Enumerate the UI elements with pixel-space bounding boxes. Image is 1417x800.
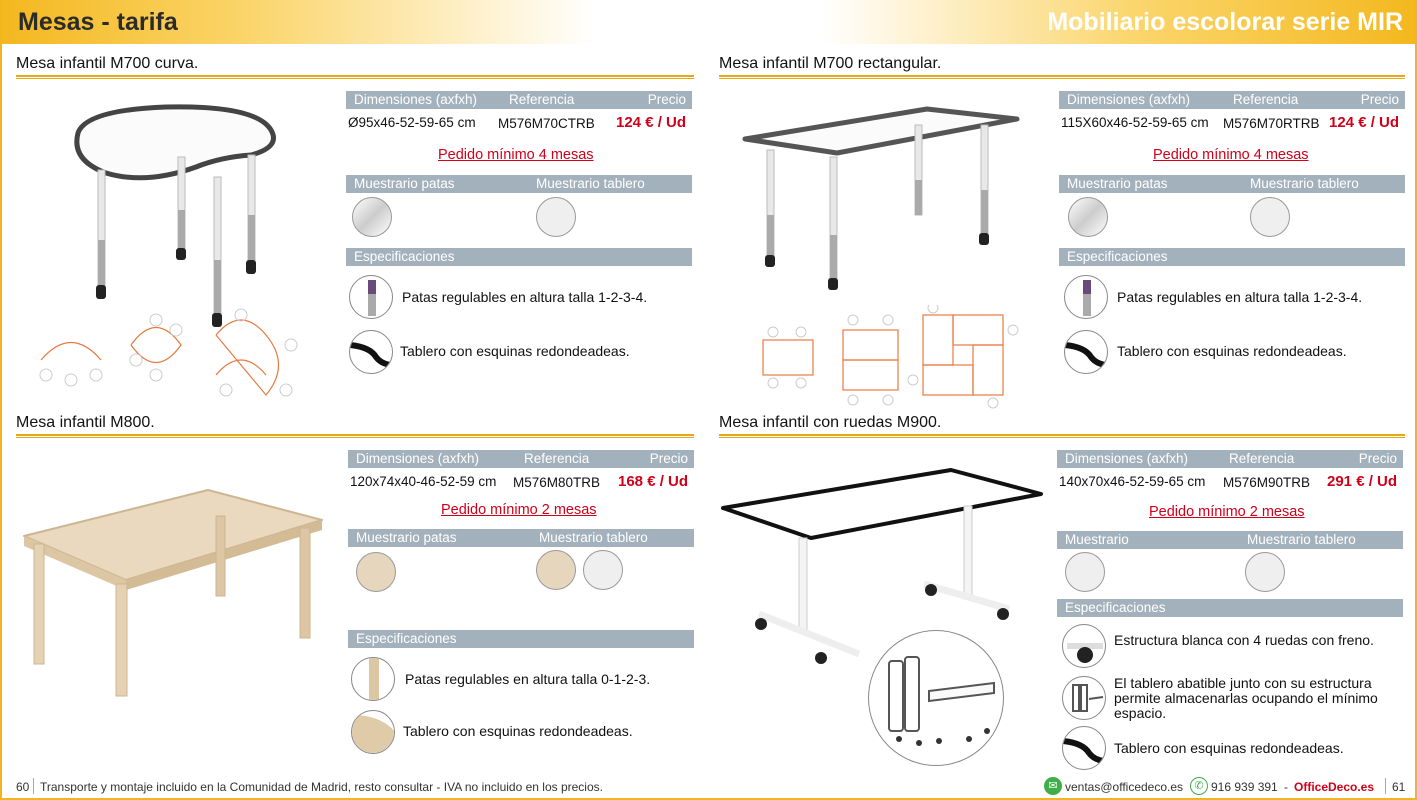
- table-m900-image: [719, 464, 1049, 674]
- specs-header: Especificaciones: [1057, 599, 1403, 617]
- phone-icon: ✆: [1190, 777, 1208, 795]
- reference-value: M576M70RTRB: [1223, 116, 1320, 131]
- spec-rounded-corners: Tablero con esquinas redondeadeas.: [1114, 740, 1344, 756]
- specs-header: Especificaciones: [346, 248, 692, 266]
- table-m700-rectangular-image: [737, 95, 1037, 295]
- spec-folding-storage: El tablero abatible junto con su estructura permite almacenarlas ocupando el mínimo espacio.: [1114, 675, 1378, 721]
- minimum-order-link[interactable]: Pedido mínimo 2 mesas: [1149, 504, 1305, 520]
- samples-header: Muestrario patas Muestrario tablero: [346, 175, 692, 193]
- adjustable-leg-icon: [349, 275, 393, 319]
- board-swatch-white[interactable]: [1245, 552, 1285, 592]
- wooden-leg-icon: [351, 657, 395, 701]
- leg-swatch-chrome[interactable]: [352, 197, 392, 237]
- footer-divider: [1385, 778, 1386, 794]
- email-link[interactable]: ventas@officedeco.es: [1065, 780, 1184, 794]
- layout-diagram-curva: [36, 305, 316, 405]
- page-footer: [2, 775, 1415, 798]
- page-header: [2, 0, 1415, 44]
- samples-header: Muestrario patas Muestrario tablero: [1059, 175, 1405, 193]
- product-m700-curva: [16, 55, 696, 405]
- board-swatch-white[interactable]: [583, 550, 623, 590]
- price-table-header: Dimensiones (axfxh) Referencia Precio: [348, 450, 694, 468]
- price-value: 291 € / Ud: [1327, 473, 1398, 490]
- specs-header: Especificaciones: [1059, 248, 1405, 266]
- product-m900: [719, 414, 1409, 769]
- adjustable-leg-icon: [1064, 275, 1108, 319]
- spec-rounded-corners: Tablero con esquinas redondeadeas.: [403, 723, 633, 739]
- spec-wheels: Estructura blanca con 4 ruedas con freno.: [1114, 632, 1374, 648]
- spec-rounded-corners: Tablero con esquinas redondeadeas.: [1117, 343, 1347, 359]
- email-icon: ✉: [1044, 777, 1062, 795]
- series-title: Mobiliario escolorar serie MIR: [1047, 8, 1403, 36]
- rounded-corner-icon: [1062, 726, 1106, 770]
- product-title: Mesa infantil M700 rectangular.: [719, 55, 942, 72]
- dimensions-value: 120x74x40-46-52-59 cm: [350, 474, 497, 489]
- product-m800: [16, 414, 696, 769]
- title-underline: [719, 75, 1405, 79]
- minimum-order-link[interactable]: Pedido mínimo 4 mesas: [1153, 147, 1309, 163]
- page-title: Mesas - tarifa: [18, 8, 178, 36]
- wooden-corner-icon: [351, 710, 395, 754]
- dimensions-value: Ø95x46-52-59-65 cm: [348, 115, 476, 130]
- price-table-header: Dimensiones (axfxh) Referencia Precio: [1057, 450, 1403, 468]
- layout-diagram-rectangular: [753, 305, 1053, 410]
- minimum-order-link[interactable]: Pedido mínimo 4 mesas: [438, 147, 594, 163]
- table-m800-image: [20, 484, 330, 704]
- brand-link[interactable]: OfficeDeco.es: [1294, 780, 1375, 794]
- footer-divider: [33, 778, 34, 794]
- reference-value: M576M80TRB: [513, 475, 601, 490]
- product-m700-rectangular: [719, 55, 1409, 405]
- footer-note: Transporte y montaje incluido en la Comunidad de Madrid, resto consultar - IVA no incluido en los precios.: [40, 780, 603, 794]
- price-table-header: Dimensiones (axfxh) Referencia Precio: [1059, 91, 1405, 109]
- samples-header: Muestrario Muestrario tablero: [1057, 531, 1403, 549]
- title-underline: [719, 434, 1405, 438]
- board-swatch-white[interactable]: [536, 197, 576, 237]
- price-table-header: Dimensiones (axfxh) Referencia Precio: [346, 91, 692, 109]
- wheel-brake-icon: [1062, 624, 1106, 668]
- folding-table-icon: [1062, 676, 1106, 720]
- structure-swatch-white[interactable]: [1065, 552, 1105, 592]
- product-title: Mesa infantil con ruedas M900.: [719, 414, 942, 431]
- rounded-corner-icon: [1064, 330, 1108, 374]
- reference-value: M576M70CTRB: [498, 116, 595, 131]
- rounded-corner-icon: [349, 330, 393, 374]
- board-swatch-beech[interactable]: [536, 550, 576, 590]
- product-title: Mesa infantil M700 curva.: [16, 55, 199, 72]
- leg-swatch-chrome[interactable]: [1068, 197, 1108, 237]
- minimum-order-link[interactable]: Pedido mínimo 2 mesas: [441, 502, 597, 518]
- folded-storage-inset: [868, 630, 1004, 766]
- spec-adjustable-height: Patas regulables en altura talla 1-2-3-4.: [402, 289, 648, 305]
- product-title: Mesa infantil M800.: [16, 414, 155, 431]
- spec-adjustable-height: Patas regulables en altura talla 0-1-2-3.: [405, 671, 651, 687]
- samples-header: Muestrario patas Muestrario tablero: [348, 529, 694, 547]
- title-underline: [16, 434, 694, 438]
- price-value: 168 € / Ud: [618, 473, 689, 490]
- price-value: 124 € / Ud: [1329, 114, 1400, 131]
- page-number-left: 60: [16, 780, 30, 794]
- price-value: 124 € / Ud: [616, 114, 687, 131]
- spec-rounded-corners: Tablero con esquinas redondeadeas.: [400, 343, 630, 359]
- spec-adjustable-height: Patas regulables en altura talla 1-2-3-4.: [1117, 289, 1363, 305]
- reference-value: M576M90TRB: [1223, 475, 1311, 490]
- phone-number[interactable]: 916 939 391: [1211, 780, 1278, 794]
- table-m700-curva-image: [26, 85, 336, 335]
- board-swatch-white[interactable]: [1250, 197, 1290, 237]
- title-underline: [16, 75, 694, 79]
- dimensions-value: 140x70x46-52-59-65 cm: [1059, 474, 1206, 489]
- leg-swatch-beech[interactable]: [356, 552, 396, 592]
- dimensions-value: 115X60x46-52-59-65 cm: [1061, 115, 1209, 130]
- page-number-right: 61: [1392, 780, 1406, 794]
- specs-header: Especificaciones: [348, 630, 694, 648]
- footer-separator: -: [1284, 780, 1288, 794]
